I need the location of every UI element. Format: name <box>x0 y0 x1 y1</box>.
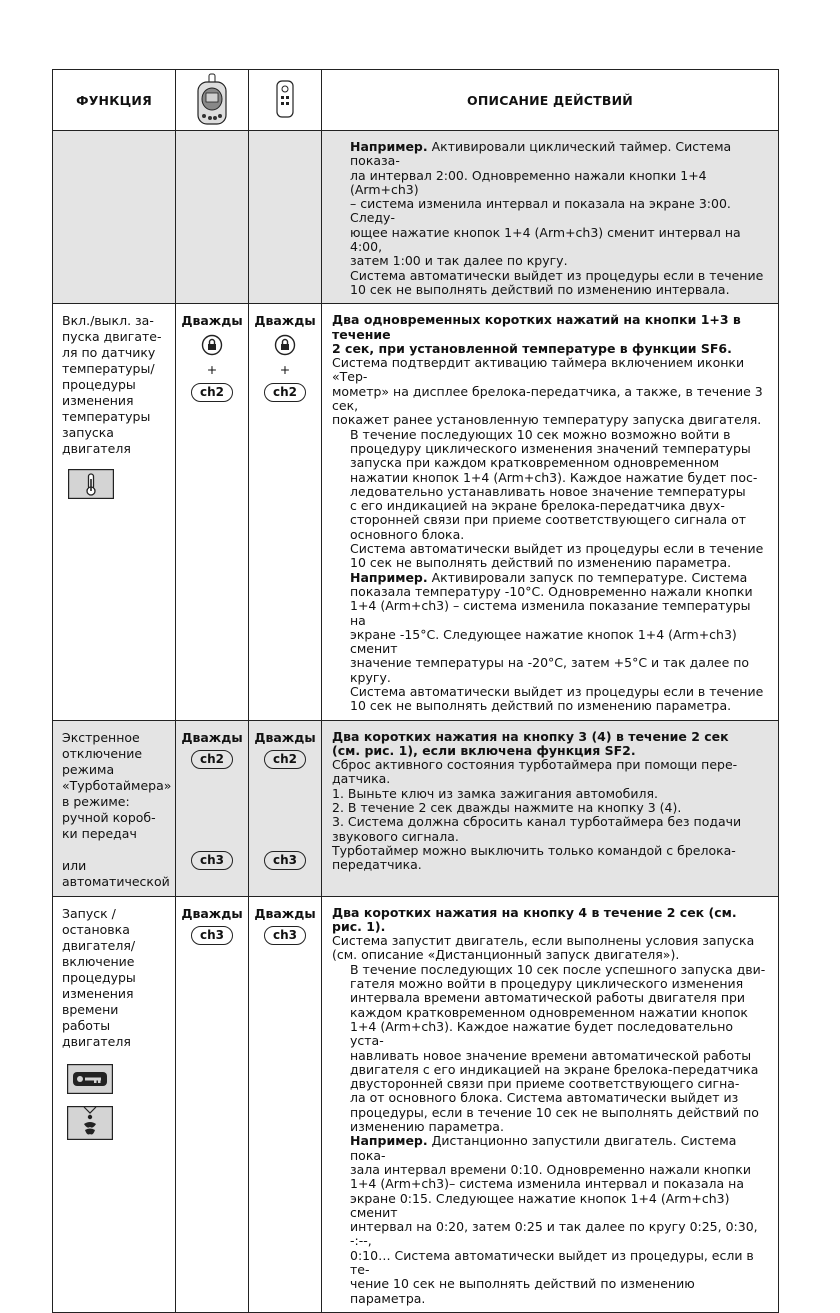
description-cell: Два одновременных коротких нажатий на кнопки 1+3 в течение 2 сек, при установленной температуре в функции SF6. Система подтвердит активацию таймера включением иконки «Тер- мометр» на дисплее брелока-передатчика, а также, в течение 3 сек, покажет ранее установленную температуру запуска двигателя. В течение последующих 10 сек можно возможно войти в процедуру циклического изменения значений температуры запуска при каждом кратковременном одновременном нажатии кнопок 1+4 (Arm+ch3). Каждое нажатие будет пос- ледовательно устанавливать новое значение температуры с его индикацией на экране брелока-передатчика двух- сторонней связи при приеме соответствующего сигнала от основного блока. Система автоматически выйдет из процедуры если в течение 10 сек не выполнять действий по изменению параметра. Например. Активировали запуск по температуре. Система показала температуру -10°С. Одновременно нажали кнопки 1+4 (Arm+ch3) – система изменила показание температуры на экране -15°С. Следующее нажатие кнопок 1+4 (Arm+ch3) сменит значение температуры на -20°С, затем +5°С и так далее по кругу. Система автоматически выйдет из процедуры если в течение 10 сек не выполнять действий по изменению параметра. <box>322 304 779 720</box>
function-table <box>52 69 779 1313</box>
table-row <box>53 131 779 304</box>
function-cell: Вкл./выкл. за- пуска двигате- ля по датчику температуры/ процедуры изменения температуры запуска двигателя <box>53 304 176 720</box>
ch2-button[interactable]: ch2 <box>191 383 233 402</box>
ch3-button[interactable]: ch3 <box>191 926 233 945</box>
action-cell-remote-2: Дважды + ch2 <box>249 304 322 720</box>
function-cell <box>53 131 176 304</box>
action-cell-remote-2 <box>249 131 322 304</box>
header-remote-1 <box>176 70 249 131</box>
description-cell: Например. Активировали циклический таймер. Система показа- ла интервал 2:00. Одновременно нажали кнопки 1+4 (Arm+ch3) – система изменила интервал и показала на экране 3:00. Следу- ющее нажатие кнопок 1+4 (Arm+ch3) сменит интервал на 4:00, затем 1:00 и так далее по кругу. Система автоматически выйдет из процедуры если в течение 10 сек не выполнять действий по изменению интервала. <box>322 131 779 304</box>
function-cell: Экстренное отключение режима «Турботаймера» в режиме: ручной короб- ки передач или автоматической <box>53 720 176 896</box>
key-icon <box>67 1064 113 1094</box>
function-cell: Запуск / остановка двигателя/ включение процедуры изменения времени работы двигателя <box>53 896 176 1312</box>
ch2-button[interactable]: ch2 <box>191 750 233 769</box>
header-function: ФУНКЦИЯ <box>53 70 176 131</box>
ch3-button[interactable]: ch3 <box>264 851 306 870</box>
action-cell-remote-1: Дважды ch2 ch3 <box>176 720 249 896</box>
action-cell-remote-2: Дважды ch2 ch3 <box>249 720 322 896</box>
header-remote-2 <box>249 70 322 131</box>
ch3-button[interactable]: ch3 <box>264 926 306 945</box>
ch3-button[interactable]: ch3 <box>191 851 233 870</box>
action-cell-remote-1: Дважды ch3 <box>176 896 249 1312</box>
table-row <box>53 720 779 896</box>
table-row <box>53 896 779 1312</box>
remote-lcd-fob-icon <box>194 72 230 126</box>
header-description: ОПИСАНИЕ ДЕЙСТВИЙ <box>322 70 779 131</box>
lock-button-icon[interactable] <box>274 334 296 356</box>
action-cell-remote-1: Дважды + ch2 <box>176 304 249 720</box>
description-cell: Два коротких нажатия на кнопку 3 (4) в течение 2 сек (см. рис. 1), если включена функция SF2. Сброс активного состояния турботаймера при помощи пере- датчика. 1. Выньте ключ из замка зажигания автомобиля. 2. В течение 2 сек дважды нажмите на кнопку 3 (4). 3. Система должна сбросить канал турботаймера без подачи звукового сигнала. Турботаймер можно выключить только командой с брелока- передатчика. <box>322 720 779 896</box>
ch2-button[interactable]: ch2 <box>264 750 306 769</box>
description-cell: Два коротких нажатия на кнопку 4 в течение 2 сек (см. рис. 1). Система запустит двигатель, если выполнены условия запуска (см. описание «Дистанционный запуск двигателя»). В течение последующих 10 сек после успешного запуска дви- гателя можно войти в процедуру циклического изменения интервала времени автоматической работы двигателя при каждом кратковременном одновременном нажатии кнопок 1+4 (Arm+ch3). Каждое нажатие будет последовательно уста- навливать новое значение времени автоматической работы двигателя с его индикацией на экране брелока-передатчика двусторонней связи при приеме соответствующего сигна- ла от основного блока. Система автоматически выйдет из процедуры, если в течение 10 сек не выполнять действий по изменению параметра. Например. Дистанционно запустили двигатель. Система пока- зала интервал времени 0:10. Одновременно нажали кнопки 1+4 (Arm+ch3)– система изменила интервал и показала на экране 0:15. Следующее нажатие кнопок 1+4 (Arm+ch3) сменит интервал на 0:20, затем 0:25 и так далее по кругу 0:25, 0:30, -:--, 0:10… Система автоматически выйдет из процедуры, если в те- чение 10 сек не выполнять действий по изменению параметра. <box>322 896 779 1312</box>
engine-start-icon <box>67 1106 113 1140</box>
table-row <box>53 304 779 720</box>
remote-small-fob-icon <box>274 79 296 119</box>
table-header-row <box>53 70 779 131</box>
ch2-button[interactable]: ch2 <box>264 383 306 402</box>
lock-button-icon[interactable] <box>201 334 223 356</box>
thermometer-icon <box>68 469 114 499</box>
action-cell-remote-2: Дважды ch3 <box>249 896 322 1312</box>
action-cell-remote-1 <box>176 131 249 304</box>
